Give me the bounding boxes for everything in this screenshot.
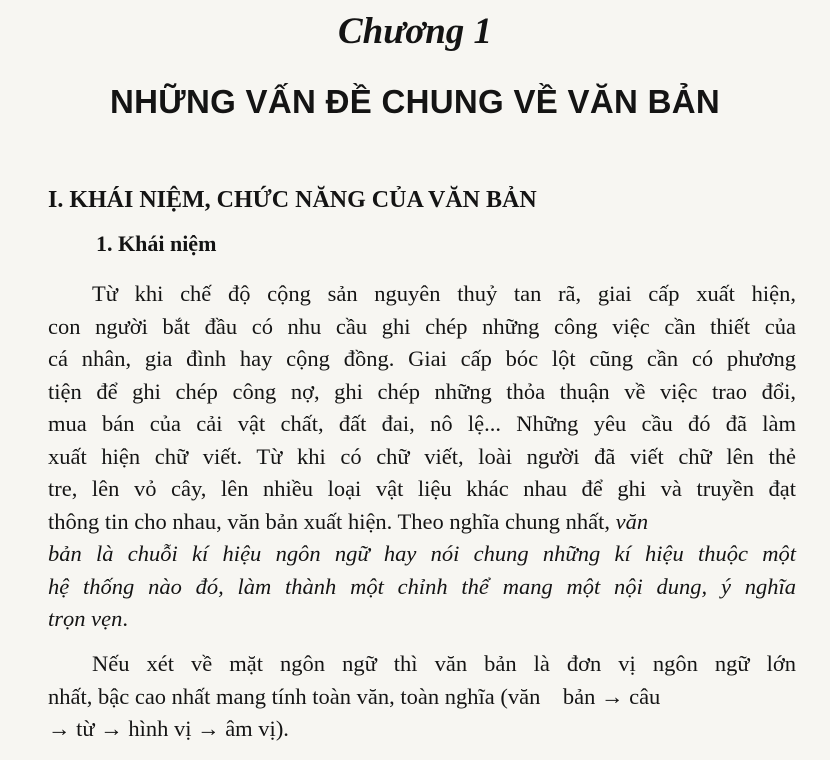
italic-definition-line: hệ thống nào đó, làm thành một chỉnh thể mang một nội dung, ý nghĩa <box>48 573 796 599</box>
paragraph-line: con người bắt đầu có nhu cầu ghi chép những công việc cần thiết của <box>48 313 796 339</box>
sub-heading: 1. Khái niệm <box>96 231 217 256</box>
paragraph-line: cá nhân, gia đình hay cộng đồng. Giai cấp bóc lột cũng cần có phương <box>48 346 796 371</box>
paragraph-linguistic <box>48 648 796 746</box>
paragraph-line: tre, lên vỏ cây, lên nhiều loại vật liệu khác nhau để ghi và truyền đạt <box>48 476 796 501</box>
paragraph-line <box>48 506 796 539</box>
paragraph-line: xuất hiện chữ viết. Từ khi có chữ viết, loài người đã viết chữ lên thẻ <box>48 443 796 469</box>
paragraph-line: → từ → hình vị → âm vị). <box>48 716 289 741</box>
paragraph-line: mua bán của cải vật chất, đất đai, nô lệ... Những yêu cầu đó đã làm <box>48 411 796 436</box>
paragraph-line: Từ khi chế độ cộng sản nguyên thuỷ tan rã, giai cấp xuất hiện, <box>92 281 796 306</box>
chapter-label: Chương 1 <box>337 11 493 52</box>
paragraph-definition <box>48 278 796 636</box>
chapter-title: NHỮNG VẤN ĐỀ CHUNG VỀ VĂN BẢN <box>110 83 720 120</box>
section-heading: I. KHÁI NIỆM, CHỨC NĂNG CỦA VĂN BẢN <box>48 187 537 213</box>
paragraph-line: tiện để ghi chép công nợ, ghi chép những thỏa thuận về việc trao đổi, <box>48 378 796 404</box>
italic-definition-start: văn <box>615 508 649 534</box>
paragraph-period: . <box>122 606 128 631</box>
paragraph-line: Nếu xét về mặt ngôn ngữ thì văn bản là đơn vị ngôn ngữ lớn <box>92 651 796 676</box>
italic-definition-end: trọn vẹn <box>48 606 123 631</box>
italic-definition-line: bản là chuỗi kí hiệu ngôn ngữ hay nói chung những kí hiệu thuộc một <box>48 541 796 566</box>
paragraph-line <box>48 603 796 636</box>
paragraph-text: thông tin cho nhau, văn bản xuất hiện. Theo nghĩa chung nhất, <box>48 508 616 534</box>
paragraph-line: nhất, bậc cao nhất mang tính toàn văn, toàn nghĩa (văn bản → câu <box>48 683 661 709</box>
